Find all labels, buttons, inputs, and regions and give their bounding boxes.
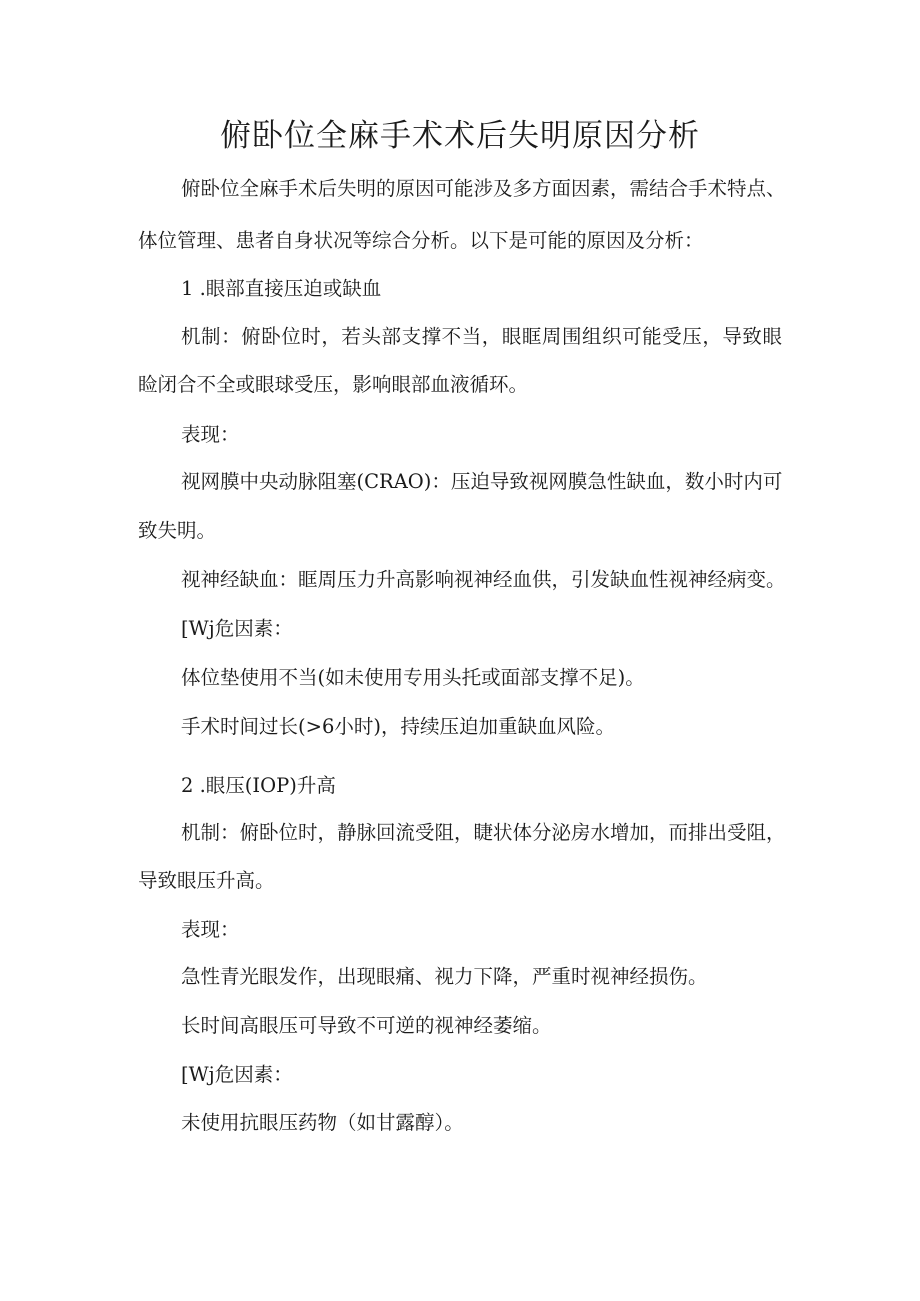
section1-crao-line-1: 视网膜中央动脉阻塞(CRAO)：压迫导致视网膜急性缺血，数小时内可 (181, 470, 783, 493)
section1-heading: 1 .眼部直接压迫或缺血 (181, 277, 382, 300)
intro-line-2: 体位管理、患者自身状况等综合分析。以下是可能的原因及分析： (138, 229, 704, 252)
section2-risk-1: 未使用抗眼压药物（如甘露醇）。 (181, 1111, 464, 1134)
section1-crao-line-2: 致失明。 (138, 519, 217, 542)
section1-mechanism-line-1: 机制：俯卧位时，若头部支撑不当，眼眶周围组织可能受压，导致眼 (181, 325, 782, 348)
document-title: 俯卧位全麻手术术后失明原因分析 (220, 118, 700, 154)
section2-item-1: 急性青光眼发作，出现眼痛、视力下降，严重时视神经损伤。 (181, 965, 708, 988)
section2-mechanism-line-1: 机制：俯卧位时，静脉回流受阻，睫状体分泌房水增加，而排出受阻， (181, 821, 786, 844)
section1-risk-1: 体位垫使用不当(如未使用专用头托或面部支撑不足)。 (181, 666, 645, 689)
section2-manifestation-label: 表现： (181, 918, 240, 941)
section2-risk-label: [Wj危因素： (181, 1063, 293, 1086)
section1-manifestation-label: 表现： (181, 423, 240, 446)
section1-ischemia: 视神经缺血：眶周压力升高影响视神经血供，引发缺血性视神经病变。 (181, 568, 786, 591)
section2-heading: 2 .眼压(IOP)升高 (181, 774, 336, 797)
section1-risk-2: 手术时间过长(>6小时)，持续压迫加重缺血风险。 (181, 715, 615, 738)
intro-line-1: 俯卧位全麻手术后失明的原因可能涉及多方面因素，需结合手术特点、 (181, 177, 786, 200)
section1-risk-label: [Wj危因素： (181, 617, 293, 640)
section1-mechanism-line-2: 睑闭合不全或眼球受压，影响眼部血液循环。 (138, 373, 529, 396)
section2-mechanism-line-2: 导致眼压升高。 (138, 869, 275, 892)
section2-item-2: 长时间高眼压可导致不可逆的视神经萎缩。 (181, 1014, 552, 1037)
